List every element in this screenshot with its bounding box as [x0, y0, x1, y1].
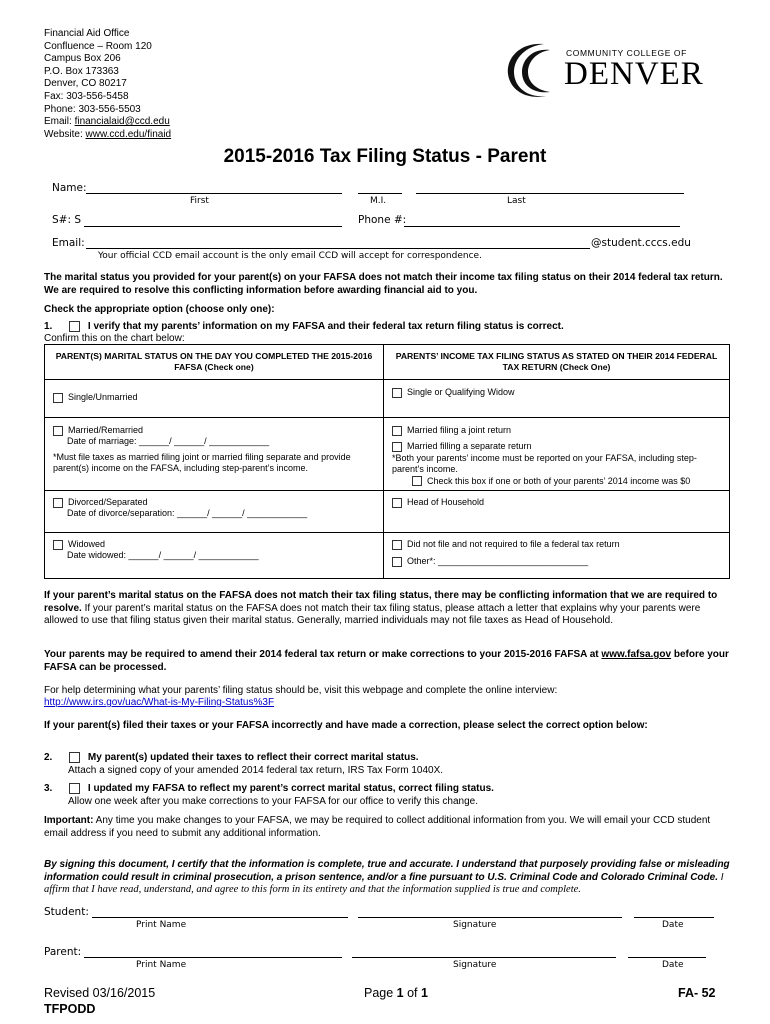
office-line: Fax: 303-556-5458	[44, 90, 129, 102]
student-print-name-field[interactable]	[92, 917, 348, 918]
check-option-text: Check the appropriate option (choose only one):	[44, 304, 275, 315]
parent-print-name-field[interactable]	[84, 957, 342, 958]
single-checkbox[interactable]	[53, 393, 63, 403]
ccd-logo	[504, 40, 704, 100]
student-print-caption: Print Name	[136, 920, 187, 930]
married-note: *Must file taxes as married filing joint or married filing separate and provide parent(s) income on the FAFSA, including step-parent’s income.	[53, 451, 351, 474]
separate-note: *Both your parents’ income must be reported on your FAFSA, including step-parent’s income.	[392, 452, 697, 475]
divorced-label: Divorced/Separated	[68, 497, 148, 508]
widowed-date: Date widowed: ______/ ______/ ____________	[67, 550, 259, 561]
important-label: Important:	[44, 815, 94, 826]
office-line: Campus Box 206	[44, 53, 121, 65]
student-label: Student:	[44, 906, 89, 918]
option-3-text: I updated my FAFSA to reflect my parent’s correct marital status, correct filing status.	[87, 783, 494, 795]
snum-label: S#: S	[52, 214, 82, 226]
widowed-label: Widowed	[68, 539, 106, 550]
divorced-date: Date of divorce/separation: ______/ ______/ ____________	[67, 508, 308, 519]
separate-checkbox[interactable]	[392, 442, 402, 452]
student-signature-caption: Signature	[453, 920, 497, 930]
option-3-sub: Allow one week after you make corrections to your FAFSA for our office to verify this change.	[68, 796, 479, 807]
parent-date-field[interactable]	[628, 957, 706, 958]
phone-field[interactable]	[404, 226, 680, 227]
married-date: Date of marriage: ______/ ______/ ____________	[67, 436, 270, 447]
email-label: Email:	[44, 116, 75, 128]
certification	[44, 859, 740, 897]
email-domain: @student.cccs.edu	[591, 237, 691, 249]
office-address	[44, 28, 171, 141]
zero-income-label: Check this box if one or both of your parents’ 2014 income was $0	[427, 475, 691, 486]
page-title: 2015-2016 Tax Filing Status - Parent	[223, 146, 547, 167]
page-total: 1	[421, 986, 428, 1000]
hoh-checkbox[interactable]	[392, 498, 402, 508]
name-label: Name:	[52, 182, 87, 194]
divorced-checkbox[interactable]	[53, 498, 63, 508]
logo-name: DENVER	[564, 56, 704, 92]
page-number	[364, 986, 428, 1000]
single-tax-cell	[384, 380, 730, 418]
option-1	[44, 321, 734, 334]
separate-label: Married filling a separate return	[407, 441, 532, 452]
fafsa-link[interactable]: www.fafsa.gov	[601, 649, 672, 660]
widowed-cell	[45, 533, 384, 579]
website-label: Website:	[44, 128, 86, 140]
single-tax-checkbox[interactable]	[392, 388, 402, 398]
student-signature-field[interactable]	[358, 917, 622, 918]
conflict-bold: If your parent’s marital status on the FAFSA does not match their tax filing status, there may be conflicting information that we are required to resolve.	[44, 590, 718, 614]
email-note: Your official CCD email account is the only email CCD will accept for correspondence.	[98, 251, 482, 261]
student-date-field[interactable]	[634, 917, 714, 918]
zero-income-checkbox[interactable]	[412, 476, 422, 486]
option-2-sub: Attach a signed copy of your amended 2014 federal tax return, IRS Tax Form 1040X.	[68, 765, 444, 776]
option-3	[44, 783, 734, 796]
office-line: Financial Aid Office	[44, 28, 130, 39]
conflict-paragraph	[44, 590, 734, 628]
col1-header: PARENT(S) MARITAL STATUS ON THE DAY YOU COMPLETED THE 2015-2016 FAFSA (Check one)	[45, 345, 384, 380]
form-code: TFPODD	[44, 1002, 96, 1016]
email-field[interactable]	[86, 248, 590, 249]
joint-label: Married filing a joint return	[407, 425, 512, 435]
mi-caption: M.I.	[370, 196, 387, 206]
not-file-cell	[384, 533, 730, 579]
help-text: For help determining what your parents’ filing status should be, visit this webpage and complete the online interview:	[44, 685, 558, 696]
hoh-label: Head of Household	[407, 497, 485, 508]
option-3-checkbox[interactable]	[69, 783, 80, 794]
last-caption: Last	[507, 196, 526, 206]
form-number: FA- 52	[678, 986, 716, 1000]
amend-post: before your FAFSA can be processed.	[44, 649, 729, 673]
option-2	[44, 752, 734, 765]
mi-field[interactable]	[358, 193, 402, 194]
not-file-label: Did not file and not required to file a federal tax return	[407, 539, 620, 550]
option-1-checkbox[interactable]	[69, 321, 80, 332]
option-3-num: 3.	[44, 783, 53, 795]
office-email	[44, 116, 171, 129]
page-num: 1	[396, 986, 404, 1000]
status-table	[44, 344, 730, 579]
logo-top-text: COMMUNITY COLLEGE OF	[566, 48, 687, 58]
married-checkbox[interactable]	[53, 426, 63, 436]
office-line: P.O. Box 173363	[44, 65, 119, 77]
certify-tail: I	[717, 871, 724, 883]
parent-label: Parent:	[44, 946, 82, 958]
hoh-cell	[384, 491, 730, 533]
phone-label: Phone #:	[358, 214, 407, 226]
married-cell	[45, 418, 384, 491]
conflict-rest: If your parent’s marital status on the FAFSA does not match their tax filing status, please attach a letter that explains why your parents were allowed to use that filing status given their marital status. Generally, married individuals may not file taxes as Head of Household.	[44, 602, 701, 627]
last-name-field[interactable]	[416, 193, 684, 194]
married-tax-cell	[384, 418, 730, 491]
email-link[interactable]: financialaid@ccd.edu	[74, 116, 170, 128]
office-website	[44, 129, 171, 142]
revised-date: Revised 03/16/2015	[44, 986, 156, 1000]
col2-header: PARENTS’ INCOME TAX FILING STATUS AS STATED ON THEIR 2014 FEDERAL TAX RETURN (Check One)	[384, 345, 730, 380]
parent-print-caption: Print Name	[136, 960, 187, 970]
logo-mark-icon	[504, 40, 566, 100]
page-pre: Page	[364, 986, 397, 1000]
office-line: Denver, CO 80217	[44, 78, 127, 90]
page-of: of	[403, 986, 421, 1000]
intro-text: The marital status you provided for your parent(s) on your FAFSA does not match their income tax filing status on their 2014 federal tax return. We are required to resolve this conflicting information before awarding financial aid to you.	[44, 272, 723, 296]
option-2-text: My parent(s) updated their taxes to reflect their correct marital status.	[87, 752, 419, 764]
correction-prompt: If your parent(s) filed their taxes or your FAFSA incorrectly and have made a correction, please select the correct option below:	[44, 720, 648, 731]
first-caption: First	[190, 196, 209, 206]
other-checkbox[interactable]	[392, 557, 402, 567]
married-label: Married/Remarried	[68, 425, 144, 435]
single-tax-label: Single or Qualifying Widow	[407, 387, 515, 397]
amend-paragraph	[44, 649, 734, 674]
office-line: Phone: 303-556-5503	[44, 103, 141, 115]
joint-checkbox[interactable]	[392, 426, 402, 436]
website-link[interactable]: www.ccd.edu/finaid	[85, 128, 172, 140]
first-name-field[interactable]	[86, 193, 342, 194]
parent-signature-caption: Signature	[453, 960, 497, 970]
option-2-num: 2.	[44, 752, 53, 764]
snum-field[interactable]	[84, 226, 342, 227]
option-1-num: 1.	[44, 321, 53, 333]
parent-date-caption: Date	[662, 960, 684, 970]
option-2-checkbox[interactable]	[69, 752, 80, 763]
important-text: Any time you make changes to your FAFSA, we may be required to collect additional information from you. We will email your CCD student email address if you need to submit any additional information.	[44, 815, 711, 839]
option-1-sub: Confirm this on the chart below:	[44, 333, 185, 344]
option-1-text: I verify that my parents’ information on my FAFSA and their federal tax return filing status is correct.	[87, 321, 564, 333]
amend-pre: Your parents may be required to amend their 2014 federal tax return or make corrections to your 2015-2016 FAFSA at	[44, 649, 602, 660]
single-label: Single/Unmarried	[68, 392, 138, 402]
email-field-label: Email:	[52, 237, 85, 249]
divorced-cell	[45, 491, 384, 533]
parent-signature-field[interactable]	[352, 957, 616, 958]
certify-italic: affirm that I have read, understand, and agree to this form in its entirety and that the information supplied is true and complete.	[44, 884, 581, 896]
important-paragraph	[44, 815, 734, 840]
office-line: Confluence – Room 120	[44, 40, 152, 52]
not-file-checkbox[interactable]	[392, 540, 402, 550]
certify-bold: By signing this document, I certify that the information is complete, true and accurate. I understand that purposely providing false or misleading information could result in criminal prosecution, a prison sentence, and/or a fine pursuant to U.S. Criminal Code and Colorado Criminal Code.	[44, 859, 730, 883]
other-label: Other*: ______________________________	[407, 556, 589, 567]
single-cell	[45, 380, 384, 418]
student-date-caption: Date	[662, 920, 684, 930]
widowed-checkbox[interactable]	[53, 540, 63, 550]
irs-link[interactable]: http://www.irs.gov/uac/What-is-My-Filing-Status%3F	[44, 697, 275, 708]
